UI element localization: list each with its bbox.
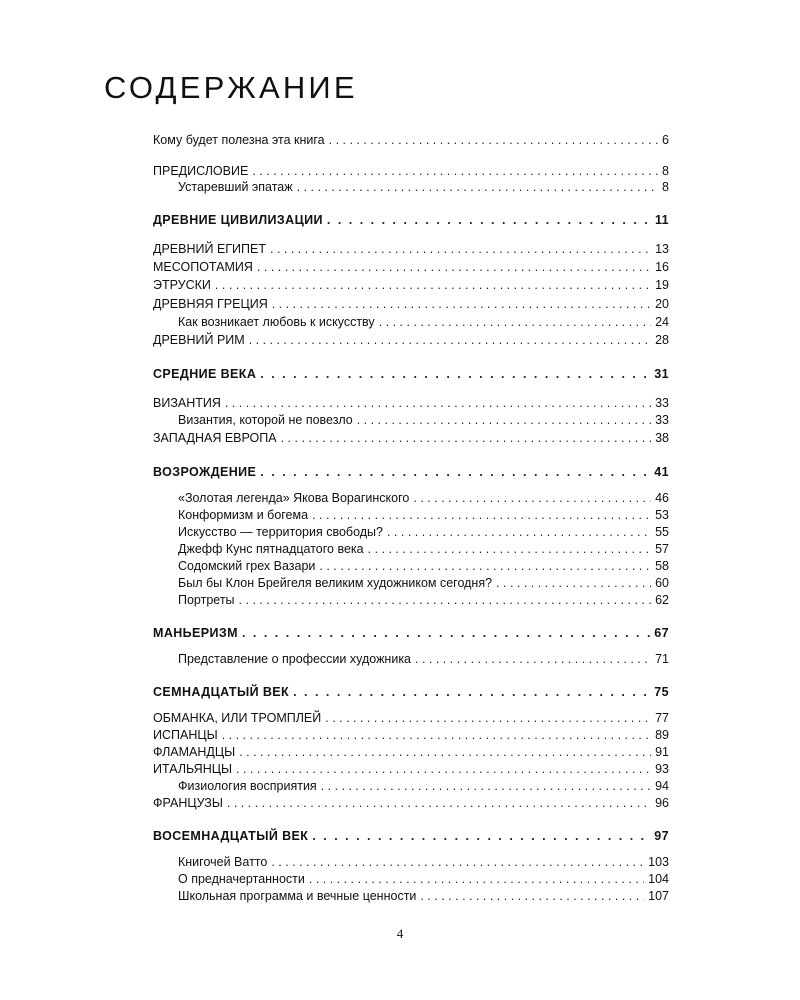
page-number: 4	[396, 926, 404, 941]
dot-leader	[227, 794, 651, 812]
toc-subentry[interactable]	[178, 777, 669, 795]
toc-entry-title: ДРЕВНИЙ РИМ	[153, 333, 245, 347]
toc-subentry[interactable]	[178, 557, 669, 575]
toc-entry-page: 19	[655, 278, 669, 292]
toc-entry-page: 94	[655, 779, 669, 793]
toc-entry-page: 20	[655, 297, 669, 311]
toc-entry-title: ДРЕВНИЙ ЕГИПЕТ	[153, 242, 266, 256]
toc-entry[interactable]	[153, 394, 669, 412]
toc-entry-title: ВОСЕМНАДЦАТЫЙ ВЕК	[153, 829, 309, 843]
toc-subentry[interactable]	[178, 506, 669, 524]
dot-leader	[260, 463, 650, 481]
toc-subentry[interactable]	[178, 650, 669, 668]
toc-subentry[interactable]	[178, 591, 669, 609]
dot-leader	[293, 683, 650, 701]
dot-leader	[329, 131, 658, 149]
toc-entry-title: Искусство — территория свободы?	[178, 525, 383, 539]
toc-entry-page: 24	[655, 315, 669, 329]
toc-entry-page: 60	[655, 576, 669, 590]
dot-leader	[239, 591, 652, 609]
dot-leader	[225, 394, 651, 412]
toc-entry-page: 8	[662, 180, 669, 194]
dot-leader	[236, 760, 651, 778]
dot-leader	[239, 743, 651, 761]
dot-leader	[215, 276, 651, 294]
page-title: СОДЕРЖАНИЕ	[104, 70, 358, 105]
dot-leader	[297, 178, 658, 196]
toc-entry-title: Был бы Клон Брейгеля великим художником сегодня?	[178, 576, 493, 590]
toc-entry-page: 31	[654, 367, 669, 381]
dot-leader	[325, 709, 651, 727]
toc-entry-title: ИСПАНЦЫ	[153, 728, 218, 742]
dot-leader	[309, 870, 644, 888]
toc-entry-title: ОБМАНКА, ИЛИ ТРОМПЛЕЙ	[153, 711, 322, 725]
toc-entry-page: 16	[655, 260, 669, 274]
dot-leader	[496, 574, 651, 592]
toc-section-heading[interactable]	[153, 683, 669, 701]
toc-entry-title: МАНЬЕРИЗМ	[153, 626, 238, 640]
toc-entry-title: Представление о профессии художника	[178, 652, 412, 666]
toc-entry-page: 38	[655, 431, 669, 445]
toc-entry-page: 107	[648, 889, 669, 903]
toc-entry-title: ЭТРУСКИ	[153, 278, 211, 292]
dot-leader	[321, 777, 651, 795]
toc-entry[interactable]	[153, 240, 669, 258]
toc-section-heading[interactable]	[153, 365, 669, 383]
toc-entry-page: 77	[655, 711, 669, 725]
dot-leader	[312, 827, 650, 845]
toc-entry-page: 28	[655, 333, 669, 347]
dot-leader	[319, 557, 651, 575]
toc-entry-title: ЗАПАДНАЯ ЕВРОПА	[153, 431, 277, 445]
toc-entry[interactable]	[153, 760, 669, 778]
toc-entry-page: 71	[655, 652, 669, 666]
toc-entry-page: 46	[655, 491, 669, 505]
toc-entry[interactable]	[153, 429, 669, 447]
toc-entry-page: 58	[655, 559, 669, 573]
toc-entry-title: Конформизм и богема	[178, 508, 309, 522]
toc-entry-page: 53	[655, 508, 669, 522]
toc-subentry[interactable]	[178, 489, 669, 507]
toc-entry-title: Портреты	[178, 593, 235, 607]
toc-entry-title: Школьная программа и вечные ценности	[178, 889, 417, 903]
toc-entry-title: Как возникает любовь к искусству	[178, 315, 375, 329]
toc-entry[interactable]	[153, 295, 669, 313]
dot-leader	[413, 489, 651, 507]
toc-entry-title: Книгочей Ватто	[178, 855, 268, 869]
dot-leader	[379, 313, 651, 331]
dot-leader	[260, 365, 650, 383]
toc-entry-title: «Золотая легенда» Якова Ворагинского	[178, 491, 410, 505]
toc-entry[interactable]	[153, 743, 669, 761]
toc-entry-page: 75	[654, 685, 669, 699]
toc-entry[interactable]	[153, 726, 669, 744]
toc-entry-title: СЕМНАДЦАТЫЙ ВЕК	[153, 685, 290, 699]
toc-entry-title: Устаревший эпатаж	[178, 180, 293, 194]
toc-subentry[interactable]	[178, 523, 669, 541]
dot-leader	[272, 295, 651, 313]
toc-subentry[interactable]	[178, 540, 669, 558]
toc-entry-title: ФРАНЦУЗЫ	[153, 796, 223, 810]
toc-subentry[interactable]	[178, 411, 669, 429]
toc-subentry[interactable]	[178, 313, 669, 331]
toc-subentry[interactable]	[178, 178, 669, 196]
dot-leader	[312, 506, 651, 524]
toc-entry-title: МЕСОПОТАМИЯ	[153, 260, 253, 274]
toc-entry-title: СРЕДНИЕ ВЕКА	[153, 367, 257, 381]
dot-leader	[415, 650, 651, 668]
dot-leader	[327, 211, 651, 229]
dot-leader	[270, 240, 651, 258]
toc-subentry[interactable]	[178, 887, 669, 905]
toc-entry-page: 62	[655, 593, 669, 607]
toc-subentry[interactable]	[178, 870, 669, 888]
toc-entry-page: 8	[662, 164, 669, 178]
dot-leader	[271, 853, 644, 871]
toc-entry-page: 11	[654, 213, 669, 227]
toc-entry-page: 67	[654, 626, 669, 640]
toc-section-heading[interactable]	[153, 211, 669, 229]
dot-leader	[242, 624, 650, 642]
toc-entry[interactable]	[153, 331, 669, 349]
dot-leader	[249, 331, 651, 349]
toc-entry-title: ПРЕДИСЛОВИЕ	[153, 164, 249, 178]
dot-leader	[357, 411, 651, 429]
toc-entry-page: 33	[655, 396, 669, 410]
toc-entry-title: ВИЗАНТИЯ	[153, 396, 221, 410]
toc-subentry[interactable]	[178, 853, 669, 871]
toc-entry-page: 13	[655, 242, 669, 256]
toc-subentry[interactable]	[178, 574, 669, 592]
toc-entry-page: 96	[655, 796, 669, 810]
toc-entry-title: О предначертанности	[178, 872, 305, 886]
toc-entry[interactable]	[153, 794, 669, 812]
dot-leader	[368, 540, 651, 558]
toc-entry-page: 57	[655, 542, 669, 556]
toc-entry-page: 55	[655, 525, 669, 539]
toc-entry[interactable]	[153, 131, 669, 149]
toc-entry-title: Физиология восприятия	[178, 779, 317, 793]
toc-entry-page: 33	[655, 413, 669, 427]
toc-section-heading[interactable]	[153, 463, 669, 481]
toc-entry-title: ФЛАМАНДЦЫ	[153, 745, 236, 759]
toc-entry-page: 6	[662, 133, 669, 147]
toc-entry-title: ДРЕВНЯЯ ГРЕЦИЯ	[153, 297, 268, 311]
toc-entry-page: 91	[655, 745, 669, 759]
toc-entry-page: 93	[655, 762, 669, 776]
toc-entry-title: ВОЗРОЖДЕНИЕ	[153, 465, 257, 479]
toc-entry-title: Византия, которой не повезло	[178, 413, 353, 427]
dot-leader	[420, 887, 644, 905]
toc-entry-page: 89	[655, 728, 669, 742]
toc-entry-page: 104	[648, 872, 669, 886]
toc-section-heading[interactable]	[153, 827, 669, 845]
toc-entry-title: ИТАЛЬЯНЦЫ	[153, 762, 233, 776]
toc-entry-page: 103	[648, 855, 669, 869]
dot-leader	[257, 258, 651, 276]
toc-entry-title: ДРЕВНИЕ ЦИВИЛИЗАЦИИ	[153, 213, 323, 227]
dot-leader	[281, 429, 651, 447]
toc-entry-page: 41	[654, 465, 669, 479]
toc-entry-page: 97	[654, 829, 669, 843]
dot-leader	[222, 726, 651, 744]
dot-leader	[387, 523, 651, 541]
toc-entry[interactable]	[153, 709, 669, 727]
toc-section-heading[interactable]	[153, 624, 669, 642]
toc-entry[interactable]	[153, 258, 669, 276]
toc-entry-title: Кому будет полезна эта книга	[153, 133, 325, 147]
toc-entry[interactable]	[153, 276, 669, 294]
toc-entry-title: Содомский грех Вазари	[178, 559, 316, 573]
toc-entry-title: Джефф Кунс пятнадцатого века	[178, 542, 364, 556]
